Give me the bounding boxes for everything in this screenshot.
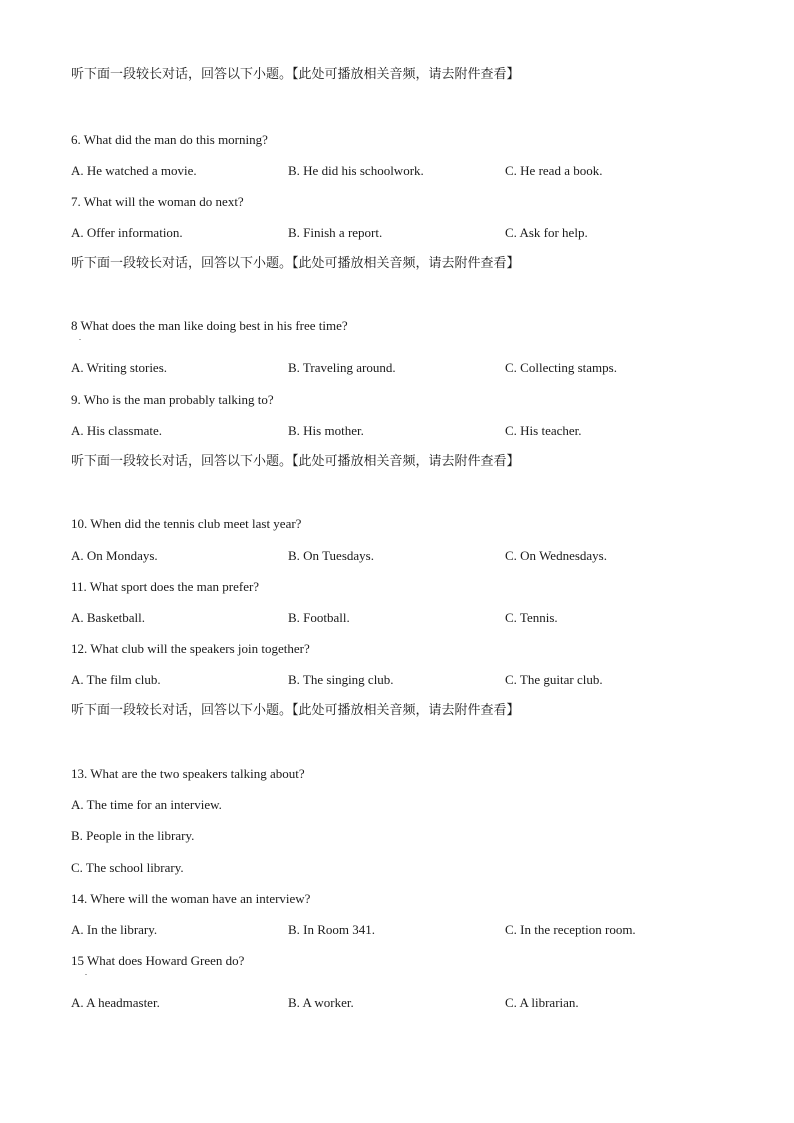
section-instruction: 听下面一段较长对话，回答以下小题。【此处可播放相关音频，请去附件查看】 — [71, 67, 520, 82]
question-12-option-c: C. The guitar club. — [505, 672, 603, 687]
question-11-option-a: A. Basketball. — [71, 610, 146, 625]
question-7-stem: 7. What will the woman do next? — [71, 194, 244, 209]
question-6-option-c: C. He read a book. — [505, 163, 603, 178]
question-6-stem: 6. What did the man do this morning? — [71, 132, 268, 147]
question-6-option-a: A. He watched a movie. — [71, 163, 197, 178]
question-15-option-a: A. A headmaster. — [71, 995, 160, 1010]
question-7-option-a: A. Offer information. — [71, 225, 183, 240]
question-7-option-c: C. Ask for help. — [505, 225, 588, 240]
question-14-option-b: B. In Room 341. — [288, 922, 376, 937]
question-9-option-a: A. His classmate. — [71, 423, 162, 438]
question-8-option-b: B. Traveling around. — [288, 360, 396, 375]
question-9-option-b: B. His mother. — [288, 423, 364, 438]
question-10-option-a: A. On Mondays. — [71, 548, 158, 563]
question-9-stem: 9. Who is the man probably talking to? — [71, 392, 274, 407]
dot-mark: . — [79, 333, 81, 342]
question-9-option-c: C. His teacher. — [505, 423, 582, 438]
question-14-stem: 14. Where will the woman have an interview? — [71, 891, 311, 906]
question-10-option-c: C. On Wednesdays. — [505, 548, 607, 563]
question-8-option-a: A. Writing stories. — [71, 360, 168, 375]
question-6-option-b: B. He did his schoolwork. — [288, 163, 424, 178]
question-13-option-b: B. People in the library. — [71, 828, 195, 843]
question-12-option-a: A. The film club. — [71, 672, 161, 687]
section-instruction: 听下面一段较长对话，回答以下小题。【此处可播放相关音频，请去附件查看】 — [71, 703, 520, 718]
question-10-stem: 10. When did the tennis club meet last year? — [71, 516, 302, 531]
question-15-stem: 15 What does Howard Green do? — [71, 953, 245, 968]
question-13-option-c: C. The school library. — [71, 860, 184, 875]
question-11-option-c: C. Tennis. — [505, 610, 558, 625]
question-15-option-c: C. A librarian. — [505, 995, 579, 1010]
question-12-stem: 12. What club will the speakers join together? — [71, 641, 310, 656]
question-8-option-c: C. Collecting stamps. — [505, 360, 617, 375]
question-10-option-b: B. On Tuesdays. — [288, 548, 374, 563]
question-13-option-a: A. The time for an interview. — [71, 797, 222, 812]
section-instruction: 听下面一段较长对话，回答以下小题。【此处可播放相关音频，请去附件查看】 — [71, 256, 520, 271]
question-7-option-b: B. Finish a report. — [288, 225, 383, 240]
question-12-option-b: B. The singing club. — [288, 672, 394, 687]
question-14-option-a: A. In the library. — [71, 922, 158, 937]
section-instruction: 听下面一段较长对话，回答以下小题。【此处可播放相关音频，请去附件查看】 — [71, 454, 520, 469]
question-11-stem: 11. What sport does the man prefer? — [71, 579, 260, 594]
question-15-option-b: B. A worker. — [288, 995, 354, 1010]
dot-mark: . — [85, 968, 87, 977]
question-8-stem: 8 What does the man like doing best in his free time? — [71, 318, 348, 333]
question-14-option-c: C. In the reception room. — [505, 922, 636, 937]
question-13-stem: 13. What are the two speakers talking about? — [71, 766, 305, 781]
question-11-option-b: B. Football. — [288, 610, 350, 625]
